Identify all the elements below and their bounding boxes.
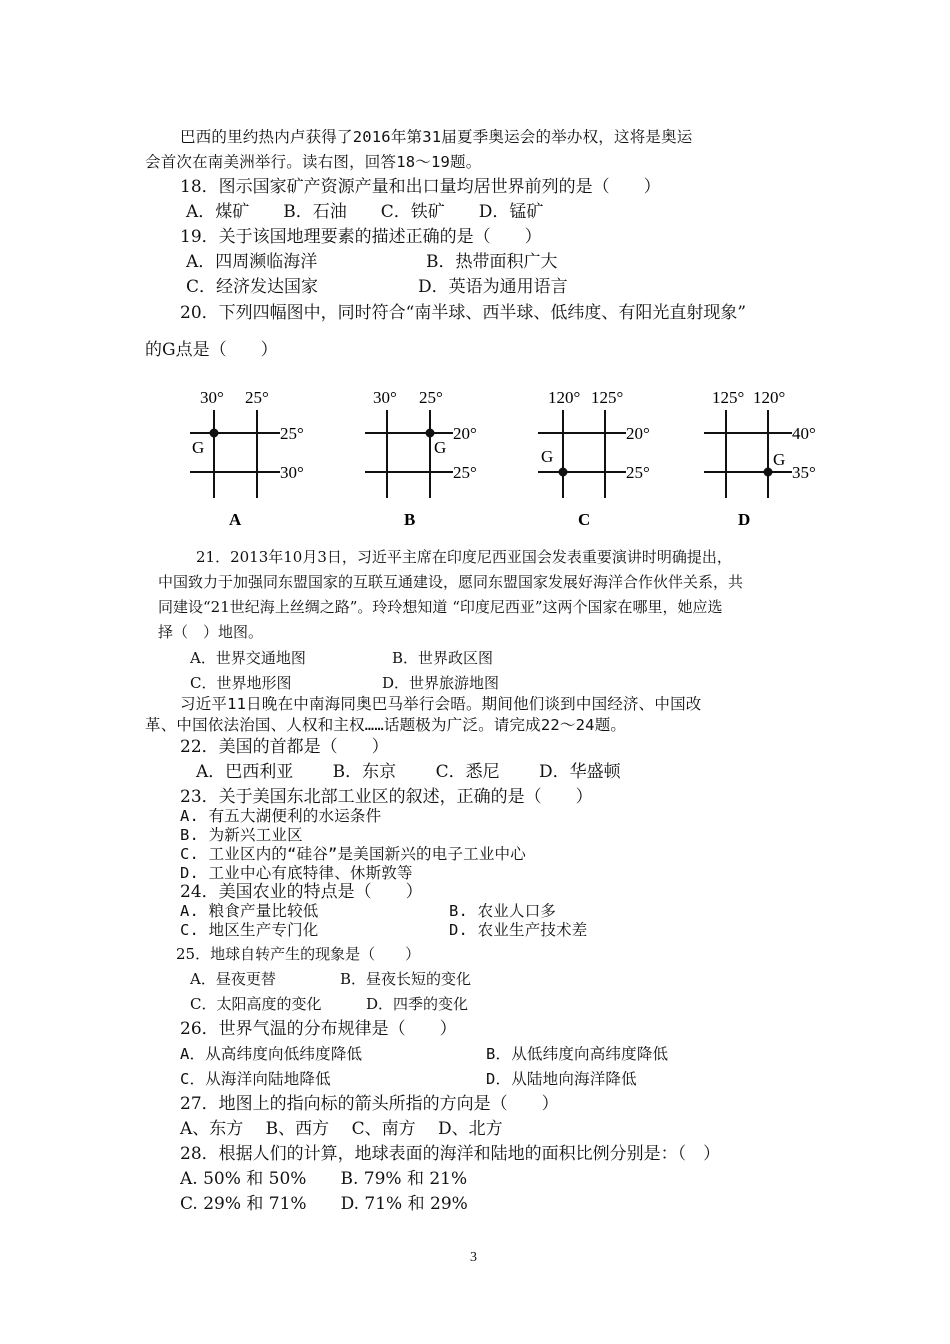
question-20: 20．下列四幅图中，同时符合“南半球、西半球、低纬度、有阳光直射现象” bbox=[180, 303, 747, 323]
figure-c-point-label: G bbox=[541, 447, 554, 466]
question-19-option-a: A．四周濒临海洋 bbox=[186, 252, 318, 272]
question-28-options-cd: C. 29% 和 71% D. 71% 和 29% bbox=[180, 1194, 468, 1214]
question-20-line-2: 的G点是（ ） bbox=[145, 340, 278, 360]
question-27: 27．地图上的指向标的箭头所指的方向是（ ） bbox=[180, 1094, 559, 1114]
figure-a-top-right-label: 25° bbox=[245, 388, 269, 407]
question-21-line-2: 中国致力于加强同东盟国家的互联互通建设，愿同东盟国家发展好海洋合作伙伴关系，共 bbox=[158, 573, 744, 591]
figure-b-top-right-label: 25° bbox=[419, 388, 443, 407]
figure-a-right-top-label: 25° bbox=[280, 424, 304, 443]
figure-d-letter: D bbox=[738, 510, 751, 529]
question-21-option-c: C．世界地形图 bbox=[190, 674, 292, 692]
question-26-option-d: D．从陆地向海洋降低 bbox=[486, 1070, 637, 1088]
figure-c-top-right-label: 125° bbox=[591, 388, 624, 407]
figure-a-letter: A bbox=[229, 510, 242, 529]
question-26: 26．世界气温的分布规律是（ ） bbox=[180, 1019, 457, 1039]
question-24-option-b: B. 农业人口多 bbox=[449, 902, 557, 920]
question-26-option-a: A．从高纬度向低纬度降低 bbox=[180, 1045, 363, 1063]
question-19: 19．关于该国地理要素的描述正确的是（ ） bbox=[180, 227, 542, 247]
passage-22-line-1: 习近平11日晚在中南海同奥巴马举行会晤。期间他们谈到中国经济、中国改 bbox=[180, 695, 702, 713]
question-26-option-c: C．从海洋向陆地降低 bbox=[180, 1070, 331, 1088]
question-25-option-b: B．昼夜长短的变化 bbox=[340, 970, 472, 988]
intro-line-1: 巴西的里约热内卢获得了2016年第31届夏季奥运会的举办权，这将是奥运 bbox=[180, 128, 693, 146]
figure-a bbox=[190, 388, 304, 529]
question-21-line-1: 21．2013年10月3日，习近平主席在印度尼西亚国会发表重要演讲时明确提出， bbox=[196, 548, 732, 566]
question-26-option-b: B．从低纬度向高纬度降低 bbox=[486, 1045, 669, 1063]
figure-b-point-label: G bbox=[434, 438, 447, 457]
question-21-line-4: 择（ ）地图。 bbox=[158, 623, 264, 641]
figure-d-right-top-label: 40° bbox=[792, 424, 816, 443]
question-21-option-a: A．世界交通地图 bbox=[190, 649, 306, 667]
question-23: 23．关于美国东北部工业区的叙述，正确的是（ ） bbox=[180, 787, 593, 807]
figure-c-right-bottom-label: 25° bbox=[626, 463, 650, 482]
question-25-option-c: C．太阳高度的变化 bbox=[190, 995, 322, 1013]
question-24-option-c: C. 地区生产专门化 bbox=[180, 921, 319, 939]
question-23-option-c: C. 工业区内的“硅谷”是美国新兴的电子工业中心 bbox=[180, 845, 526, 863]
question-23-option-d: D. 工业中心有底特律、休斯敦等 bbox=[180, 864, 413, 882]
question-22-options: A．巴西利亚 B．东京 C．悉尼 D．华盛顿 bbox=[196, 762, 621, 782]
figure-d-point-label: G bbox=[773, 450, 786, 469]
question-28: 28．根据人们的计算，地球表面的海洋和陆地的面积比例分别是：（ ） bbox=[180, 1144, 721, 1164]
question-22: 22．美国的首都是（ ） bbox=[180, 737, 389, 757]
question-24-option-a: A. 粮食产量比较低 bbox=[180, 902, 319, 920]
passage-22-line-2: 革、中国依法治国、人权和主权……话题极为广泛。请完成22～24题。 bbox=[145, 716, 627, 734]
page-number: 3 bbox=[470, 1250, 477, 1265]
latitude-longitude-figures bbox=[0, 375, 950, 535]
question-28-options-ab: A. 50% 和 50% B. 79% 和 21% bbox=[180, 1169, 468, 1189]
figure-d bbox=[704, 388, 816, 529]
figure-a-point-label: G bbox=[192, 438, 205, 457]
figure-d-top-right-label: 120° bbox=[753, 388, 786, 407]
figure-c bbox=[538, 388, 650, 529]
figure-d-right-bottom-label: 35° bbox=[792, 463, 816, 482]
question-21-line-3: 同建设“21世纪海上丝绸之路”。玲玲想知道 “印度尼西亚”这两个国家在哪里，她应选 bbox=[158, 598, 723, 616]
figure-c-right-top-label: 20° bbox=[626, 424, 650, 443]
question-21-option-d: D．世界旅游地图 bbox=[382, 674, 500, 692]
question-19-option-b: B．热带面积广大 bbox=[426, 252, 558, 272]
question-27-options: A、东方 B、西方 C、南方 D、北方 bbox=[180, 1119, 503, 1139]
question-24: 24．美国农业的特点是（ ） bbox=[180, 882, 423, 902]
figure-b-letter: B bbox=[404, 510, 416, 529]
figure-a-top-left-label: 30° bbox=[200, 388, 224, 407]
figure-b-right-top-label: 20° bbox=[453, 424, 477, 443]
figure-c-top-left-label: 120° bbox=[548, 388, 581, 407]
figure-a-right-bottom-label: 30° bbox=[280, 463, 304, 482]
question-19-option-d: D．英语为通用语言 bbox=[418, 277, 568, 297]
question-21-option-b: B．世界政区图 bbox=[392, 649, 494, 667]
figure-b bbox=[365, 388, 477, 529]
question-19-option-c: C．经济发达国家 bbox=[186, 277, 319, 297]
question-25: 25．地球自转产生的现象是（ ） bbox=[176, 945, 421, 963]
question-25-option-d: D．四季的变化 bbox=[366, 995, 469, 1013]
question-25-option-a: A．昼夜更替 bbox=[190, 970, 276, 988]
intro-line-2: 会首次在南美洲举行。读右图，回答18～19题。 bbox=[145, 153, 482, 171]
question-23-option-a: A. 有五大湖便利的水运条件 bbox=[180, 807, 382, 825]
figure-b-right-bottom-label: 25° bbox=[453, 463, 477, 482]
figure-d-top-left-label: 125° bbox=[712, 388, 745, 407]
figure-c-letter: C bbox=[578, 510, 591, 529]
question-18: 18．图示国家矿产资源产量和出口量均居世界前列的是（ ） bbox=[180, 177, 661, 197]
figure-b-top-left-label: 30° bbox=[373, 388, 397, 407]
question-24-option-d: D. 农业生产技术差 bbox=[449, 921, 588, 939]
question-18-options: A．煤矿 B．石油 C．铁矿 D．锰矿 bbox=[186, 202, 544, 222]
question-23-option-b: B. 为新兴工业区 bbox=[180, 826, 303, 844]
